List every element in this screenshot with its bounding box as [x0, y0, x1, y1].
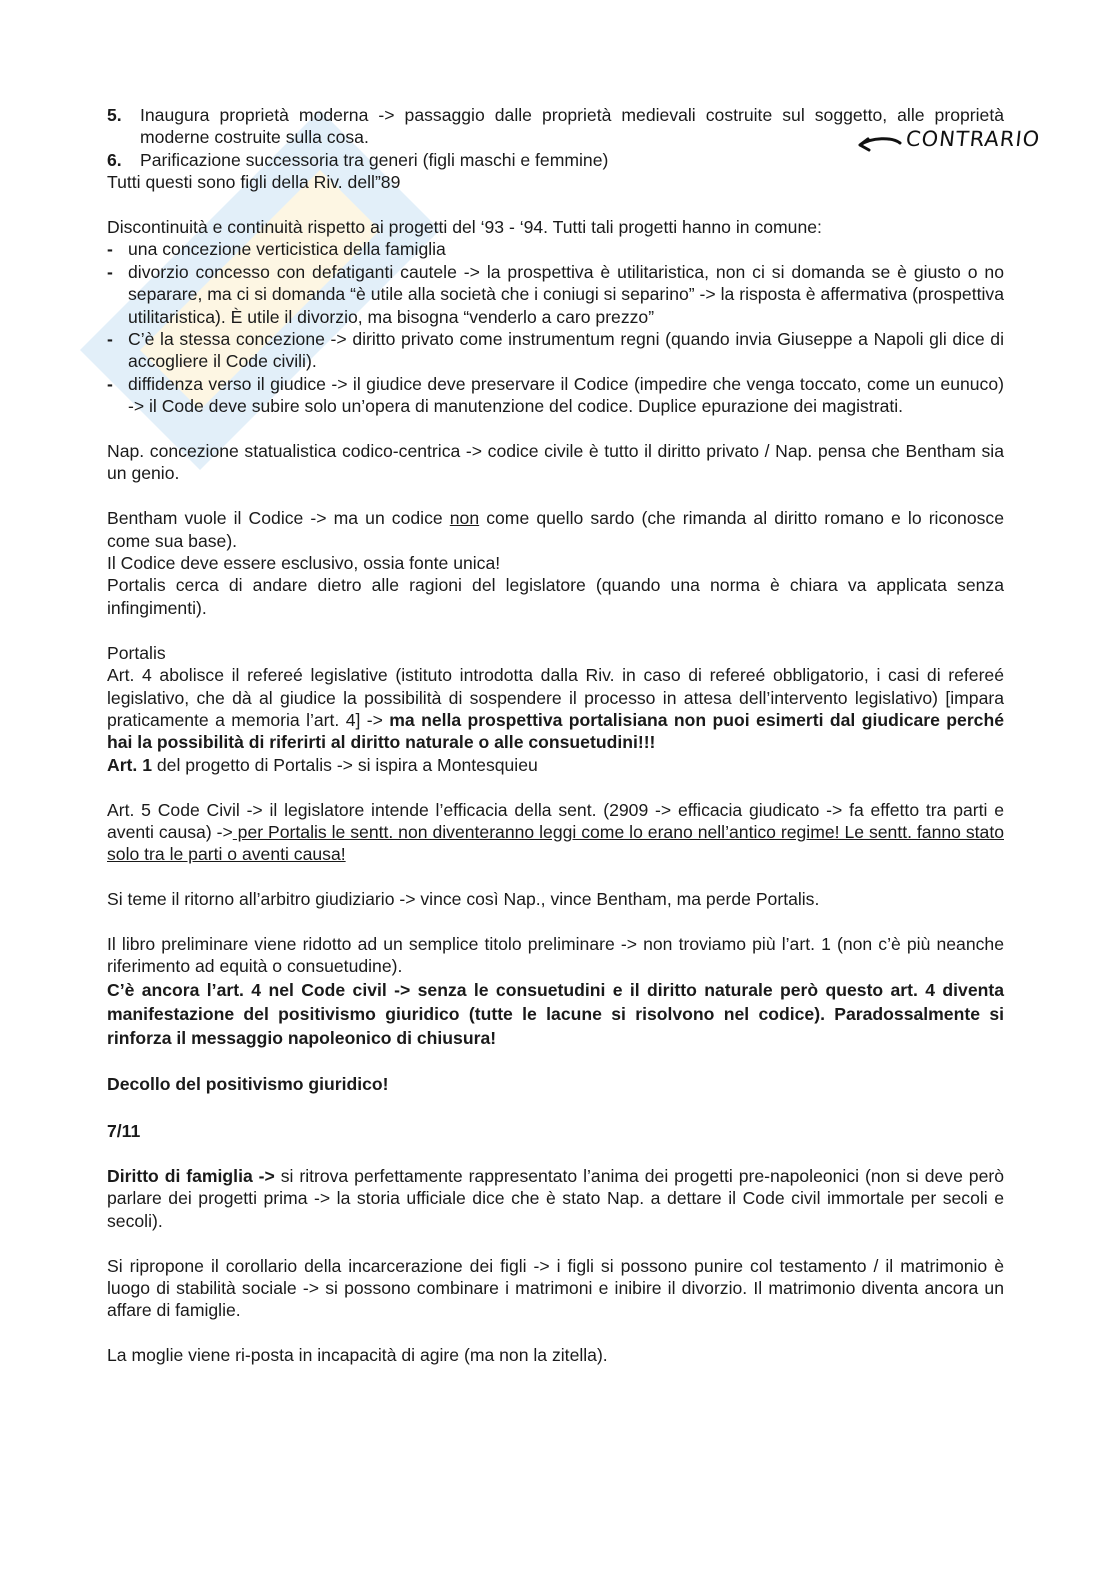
paragraph-esclusivo: Il Codice deve essere esclusivo, ossia fonte unica!: [107, 553, 501, 574]
item-number: 6.: [107, 149, 122, 170]
dash-item-text: C’è la stessa concezione -> diritto privato come instrumentum regni (quando invia Giuseppe a Napoli gli dice di accogliere il Code civili).: [128, 329, 1004, 372]
paragraph-moglie: La moglie viene ri-posta in incapacità di agire (ma non la zitella).: [107, 1345, 608, 1366]
paragraph-famiglia: [107, 1165, 1004, 1232]
text-span: si ritrova perfettamente rappresentato l’anima dei progetti pre-napoleonici (non si deve però parlare dei progetti prima -> la storia ufficiale dice che è stato Nap. a dettare il Code civil immortale per secoli e secoli).: [107, 1165, 1004, 1231]
heading-decollo: Decollo del positivismo giuridico!: [107, 1074, 389, 1095]
document-page: [107, 104, 1004, 1367]
item-text: Inaugura proprietà moderna -> passaggio dalle proprietà medievali costruite sul soggetto, alle proprietà moderne costruite sulla cosa.: [140, 105, 1004, 148]
paragraph-libro: Il libro preliminare viene ridotto ad un semplice titolo preliminare -> non troviamo più l’art. 1 (non c’è più neanche riferimento ad equità o consuetudine).: [107, 933, 1004, 977]
paragraph-corollario: Si ripropone il corollario della incarcerazione dei figli -> i figli si possono punire col testamento / il matrimonio è luogo di stabilità sociale -> si possono combinare i matrimoni e inibire il divorzio. Il matrimonio diventa ancora un affare di famiglie.: [107, 1255, 1004, 1321]
paragraph-nap: Nap. concezione statualistica codico-centrica -> codice civile è tutto il diritto privato / Nap. pensa che Bentham sia un genio.: [107, 441, 1004, 484]
dash-item-text: diffidenza verso il giudice -> il giudice deve preservare il Codice (impedire che venga toccato, come un eunuco) -> il Code deve subire solo un’opera di manutenzione del codice. Duplice epurazione dei magistrati.: [128, 373, 1004, 417]
underlined-text: per Portalis le sentt. non diventeranno leggi come lo erano nell’antico regime! Le sentt. fanno stato solo tra le parti o aventi causa!: [107, 821, 1004, 865]
paragraph-discontinuita: Discontinuità e continuità rispetto ai progetti del ‘93 - ‘94. Tutti tali progetti hanno in comune:: [107, 217, 822, 238]
heading-portalis: Portalis: [107, 642, 166, 663]
bold-text: ma nella prospettiva portalisiana non puoi esimerti dal giudicare perché hai la possibilità di riferirti al diritto naturale o alle consuetudini!!!: [107, 709, 1004, 753]
numbered-item-5: [107, 104, 1004, 149]
paragraph-bentham: [107, 507, 1004, 552]
paragraph-art5: [107, 799, 1004, 866]
dash-item: [107, 261, 1004, 328]
bold-text: Diritto di famiglia ->: [107, 1165, 275, 1186]
dash-marker: -: [107, 239, 113, 260]
dash-marker: -: [107, 329, 113, 350]
paragraph-arbitrio: Si teme il ritorno all’arbitro giudiziario -> vince così Nap., vince Bentham, ma perde Portalis.: [107, 889, 820, 910]
paragraph-ancora: C’è ancora l’art. 4 nel Code civil -> senza le consuetudini e il diritto naturale però questo art. 4 diventa manifestazione del positivismo giuridico (tutte le lacune si risolvono nel codice). Paradossalmente si rinforza il messaggio napoleonico di chiusura!: [107, 979, 1004, 1048]
paragraph-portalis-cerca: Portalis cerca di andare dietro alle ragioni del legislatore (quando una norma è chiara va applicata senza infingimenti).: [107, 575, 1004, 618]
text-span: come quello sardo (che rimanda al diritto romano e lo riconosce come sua base).: [107, 508, 1004, 551]
dash-item-text: divorzio concesso con defatiganti cautele -> la prospettiva è utilitaristica, non ci si domanda se è giusto o no separare, ma ci si domanda “è utile alla società che i coniugi si separino” -> la risposta è affermativa (prospettiva utilitaristica). È utile il divorzio, ma bisogna “venderlo a caro prezzo”: [128, 261, 1004, 327]
dash-item-text: una concezione verticistica della famiglia: [128, 239, 446, 260]
text-span: del progetto di Portalis -> si ispira a Montesquieu: [151, 754, 538, 775]
paragraph-riv: Tutti questi sono figli della Riv. dell”89: [107, 172, 401, 193]
text-span: Bentham vuole il Codice -> ma un codice: [107, 508, 450, 529]
heading-date: 7/11: [107, 1120, 141, 1141]
dash-item: [107, 373, 1004, 418]
item-number: 5.: [107, 105, 122, 125]
dash-marker: -: [107, 373, 113, 394]
text-span: Art. 5 Code Civil -> il legislatore intende l’efficacia della sent. (2909 -> efficacia giudicato -> fa effetto tra parti e aventi causa) ->: [107, 799, 1004, 842]
dash-item: [107, 328, 1004, 373]
dash-item: [107, 238, 1004, 260]
dash-marker: -: [107, 261, 113, 282]
handwritten-note-text: CONTRARIO: [904, 127, 1042, 151]
paragraph-art1: [107, 754, 1004, 776]
numbered-item-6: [107, 149, 1004, 171]
text-span: Art. 4 abolisce il refereé legislative (istituto introdotta dalla Riv. in caso di refereé obbligatorio, i casi di refereé legislativo, che dà al giudice la possibilità di sospendere il processo in attesa dell’intervento legislativo) [impara praticamente a memoria l’art. 4] ->: [107, 665, 1004, 730]
underlined-text: non: [449, 508, 480, 529]
item-text: Parificazione successoria tra generi (figli maschi e femmine): [140, 149, 609, 170]
paragraph-art4: [107, 664, 1004, 754]
bold-text: Art. 1: [107, 754, 152, 775]
